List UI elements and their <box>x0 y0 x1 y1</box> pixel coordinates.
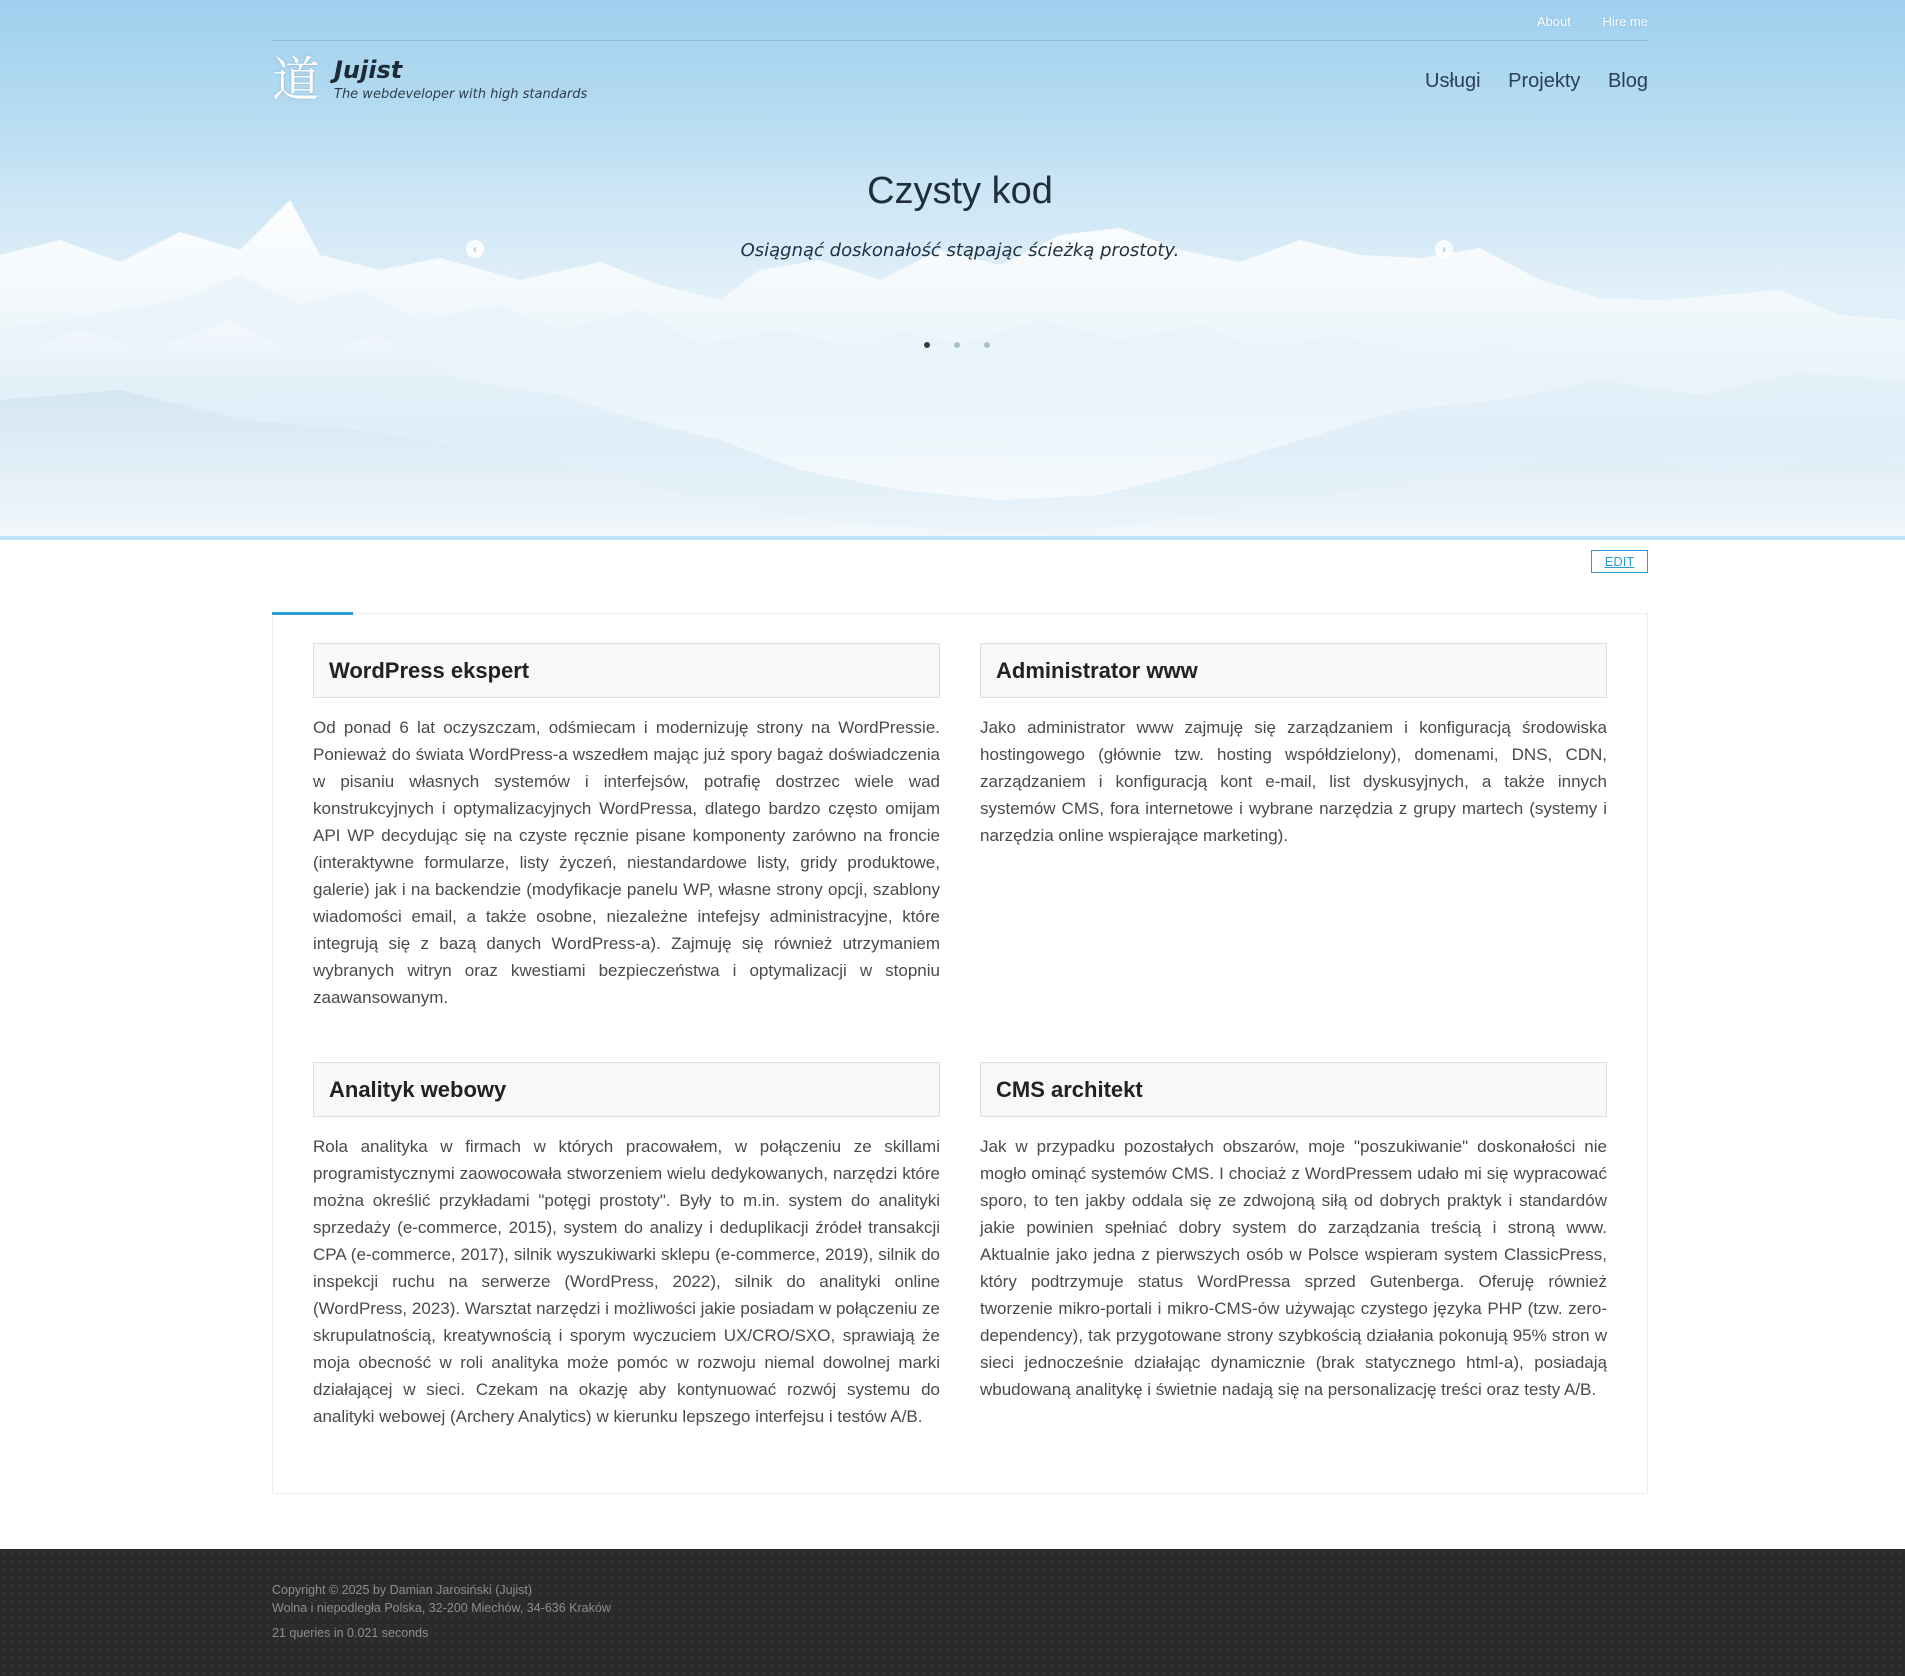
card-body: Rola analityka w firmach w których pracowałem, w połączeniu ze skillami programistycznymi zaowocowała stworzeniem wielu dedykowanych, narzędzi które można określić przykładami "potęgi prostoty". Były to m.in. system do analityki sprzedaży (e-commerce, 2015), system do analizy i deduplikacji źródeł transakcji CPA (e-commerce, 2017), silnik wyszukiwarki sklepu (e-commerce, 2019), silnik do inspekcji ruchu na serwerze (WordPress, 2022), silnik do analityki online (WordPress, 2023). Warsztat narzędzi i możliwości jakie posiadam w połączeniu ze skrupulatnością, kreatywnością i sporym wyczuciem UX/CRO/SXO, sprawiają że moja obecność w roli analityka może pomóc w rozwoju niemal dowolnej marki działającej w sieci. Czekam na okazję aby kontynuować rozwój systemu do analityki webowej (Archery Analytics) w kierunku lepszego interfejsu i testów A/B. <box>313 1137 940 1426</box>
edit-button[interactable]: EDIT <box>1591 550 1648 573</box>
card-administrator-www <box>980 643 1607 849</box>
nav-item-projekty[interactable]: Projekty <box>1508 70 1581 92</box>
card-cms-architekt <box>980 1062 1607 1403</box>
card-body: Od ponad 6 lat oczyszczam, odśmiecam i modernizuję strony na WordPressie. Ponieważ do świata WordPress-a wszedłem mając już spory bagaż doświadczenia w pisaniu własnych systemów i interfejsów, potrafię dostrzec wiele wad konstrukcyjnych i optymalizacyjnych WordPressa, dlatego bardzo często omijam API WP decydując się na czyste ręcznie pisane komponenty zarówno na froncie (interaktywne formularze, listy życzeń, niestandardowe listy, gridy produktowe, galerie) jak i na backendzie (modyfikacje panelu WP, własne strony opcji, szablony wiadomości email, a także osobne, niezależne intefejsy administracyjne, które integrują się z bazą danych WordPress-a). Zajmuję się również utrzymaniem wybranych witryn oraz kwestiami bezpieczeństwa i optymalizacji w stopniu zaawansowanym. <box>313 718 940 1007</box>
top-link-about[interactable]: About <box>1536 14 1571 29</box>
brand-tagline: The webdeveloper with high standards <box>334 87 588 102</box>
card-body: Jako administrator www zajmuję się zarządzaniem i konfiguracją środowiska hostingowego (głównie tzw. hosting współdzielony), domenami, DNS, CDN, zarządzaniem i konfiguracją kont e-mail, list dyskusyjnych, a także innych systemów CMS, fora internetowe i wybrane narzędzia z grupy martech (systemy i narzędzia online wspierające marketing). <box>980 718 1607 845</box>
footer-text <box>272 1581 611 1642</box>
top-links <box>1509 14 1648 29</box>
brand-name: Jujist <box>334 56 403 84</box>
slide-subtitle: Osiągnąć doskonałość stąpając ścieżką prostoty. <box>740 240 1180 261</box>
slider-dots <box>924 342 996 350</box>
top-bar <box>272 0 1648 41</box>
card-analityk-webowy <box>313 1062 940 1430</box>
card-wordpress-ekspert <box>313 643 940 1011</box>
slider-dot-3[interactable] <box>984 342 990 348</box>
card-title: Administrator www <box>980 643 1607 698</box>
top-link-hire-me[interactable]: Hire me <box>1602 14 1648 29</box>
footer-address: Wolna i niepodległa Polska, 32-200 Miechów, 34-636 Kraków <box>272 1601 611 1615</box>
card-title: Analityk webowy <box>313 1062 940 1117</box>
brand[interactable] <box>272 52 652 112</box>
hero-slider <box>0 0 1905 540</box>
card-title: WordPress ekspert <box>313 643 940 698</box>
footer <box>0 1549 1905 1676</box>
footer-queries: 21 queries in 0.021 seconds <box>272 1626 429 1640</box>
nav-item-blog[interactable]: Blog <box>1607 70 1648 92</box>
card-title: CMS architekt <box>980 1062 1607 1117</box>
section-accent-line <box>272 612 353 615</box>
card-body: Jak w przypadku pozostałych obszarów, moje "poszukiwanie" doskonałości nie mogło ominąć systemów CMS. I chociaż z WordPressem udało mi się wypracować sporo, to ten jakby oddala się ze zdwojoną siłą od dobrych praktyk i standardów jakie powinien spełniać dobry system do zarządzania treścią i stroną www. Aktualnie jako jedna z pierwszych osób w Polsce wspieram system ClassicPress, który podtrzymuje status WordPressa sprzed Gutenberga. Oferuję również tworzenie mikro-portali i mikro-CMS-ów używając czystego języka PHP (tzw. zero-dependency), tak przygotowane strony szybkością działania pokonują 95% stron w sieci jednocześnie działając dynamicznie (brak statycznego html-a), posiadają wbudowaną analitykę i świetnie nadają się na personalizację treści oraz testy A/B. <box>980 1137 1607 1399</box>
slider-dot-2[interactable] <box>954 342 960 348</box>
slider-next-icon[interactable]: › <box>1435 240 1453 258</box>
main-nav <box>1403 70 1648 93</box>
brand-logo-icon: 道 <box>272 52 321 108</box>
slide-title: Czysty kod <box>867 170 1053 212</box>
slider-prev-icon[interactable]: ‹ <box>466 240 484 258</box>
nav-item-uslugi[interactable]: Usługi <box>1425 70 1481 92</box>
footer-copyright: Copyright © 2025 by Damian Jarosiński (Jujist) <box>272 1583 533 1597</box>
slider-dot-1[interactable] <box>924 342 930 348</box>
